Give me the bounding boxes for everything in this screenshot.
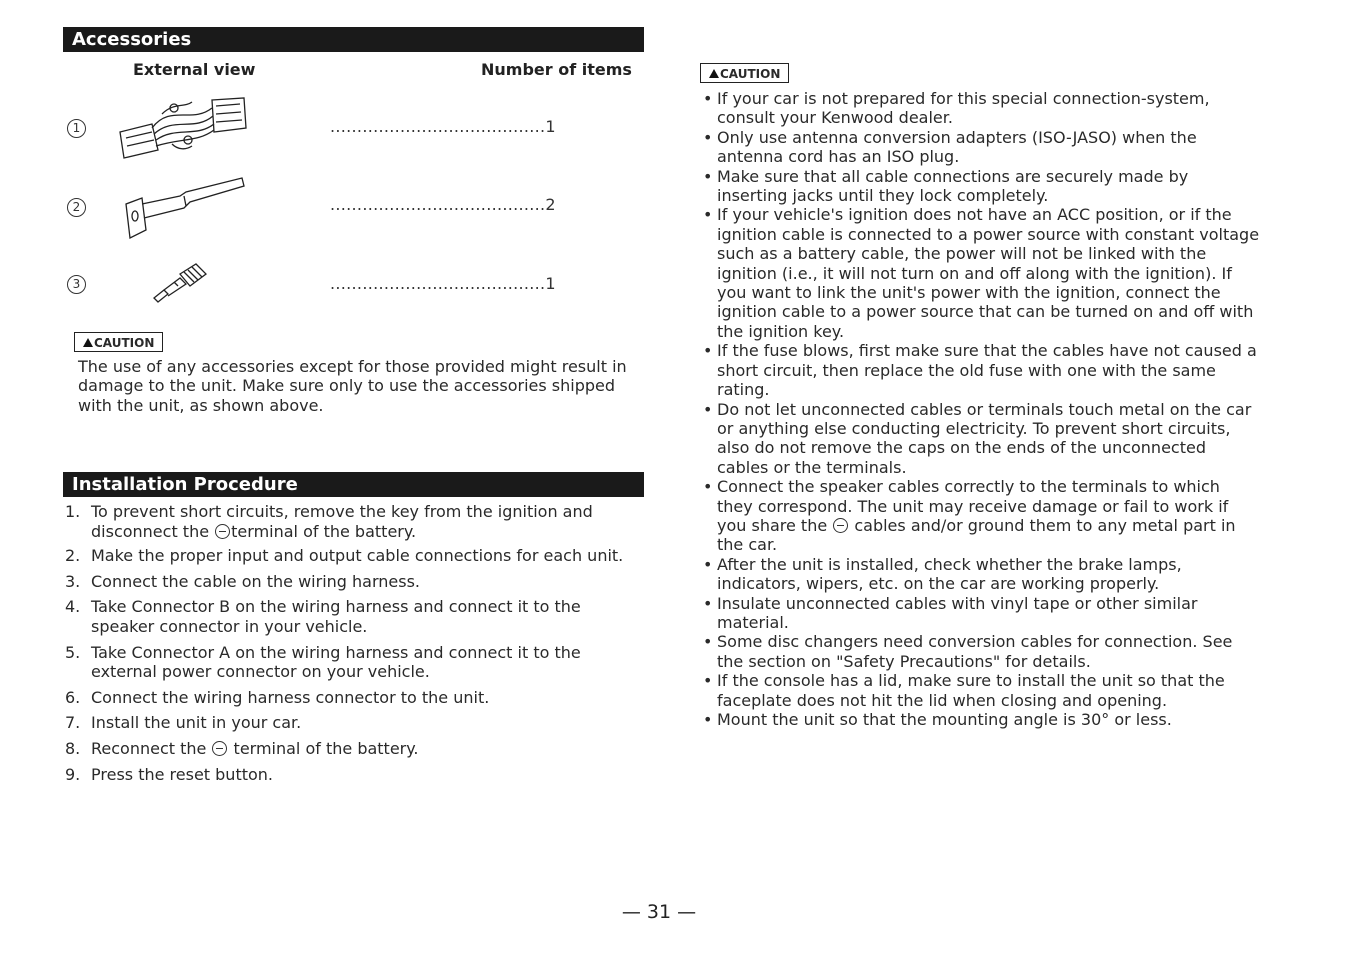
installation-caution-label: CAUTION [700, 63, 789, 83]
minus-terminal-icon [212, 741, 227, 756]
accessories-caution-text: The use of any accessories except for those provided might result in damage to the unit. Make sure only to use the accessories shipped with the unit, as shown above. [78, 357, 627, 415]
caution-bullet: • If your car is not prepared for this special connection-system, consult your Kenwood dealer. [700, 89, 1260, 128]
step-item: 9. Press the reset button. [65, 764, 274, 784]
caution-bullet: • Do not let unconnected cables or terminals touch metal on the car or anything else conducting electricity. To prevent short circuits, also do not remove the caps on the ends of the unconnected cables or the terminals. [700, 400, 1260, 478]
caution-bullet: • If the fuse blows, first make sure that the cables have not caused a short circuit, then replace the old fuse with one with the same rating. [700, 341, 1260, 399]
warning-triangle-icon [709, 69, 719, 78]
caution-bullet: • Connect the speaker cables correctly to the terminals to which they correspond. The unit may receive damage or fail to work if you share the cables and/or ground them to any metal part in the car. [700, 477, 1260, 555]
step-item: 4. Take Connector B on the wiring harness and connect it to the speaker connector in your vehicle. [65, 597, 581, 636]
step-item: 3. Connect the cable on the wiring harness. [65, 571, 420, 591]
caution-bullet: • Some disc changers need conversion cables for connection. See the section on "Safety Precautions" for details. [700, 632, 1260, 671]
accessories-heading: Accessories [63, 27, 644, 52]
item-number-1: 1 [67, 119, 86, 138]
antenna-adapter-icon [150, 260, 214, 304]
step-item: 1. To prevent short circuits, remove the key from the ignition and disconnect the terminal of the battery. [65, 502, 593, 541]
external-view-header: External view [133, 60, 256, 79]
caution-bullet: • If the console has a lid, make sure to install the unit so that the faceplate does not hit the lid when closing and opening. [700, 671, 1260, 710]
caution-bullet: • Make sure that all cable connections are securely made by inserting jacks until they lock completely. [700, 167, 1260, 206]
minus-terminal-icon [833, 518, 848, 533]
minus-terminal-icon [215, 524, 230, 539]
caution-bullet-list [700, 89, 1260, 729]
item-number-2: 2 [67, 198, 86, 217]
item-number-3: 3 [67, 275, 86, 294]
removal-key-icon [120, 174, 250, 244]
installation-steps [63, 502, 643, 784]
item-1-count: ........................................1 [330, 117, 556, 136]
caution-bullet: • If your vehicle's ignition does not have an ACC position, or if the ignition cable is connected to a power source with constant voltage such as a battery cable, the power will not be linked with the ignition (i.e., it will not turn on and off along with the ignition). If you want to link the unit's power with the ignition, connect the ignition cable to a power source that can be turned on and off with the ignition key. [700, 205, 1260, 341]
step-item: 6. Connect the wiring harness connector to the unit. [65, 687, 490, 707]
item-2-count: ........................................2 [330, 195, 556, 214]
wiring-harness-icon [112, 94, 252, 160]
page-number: — 31 — [621, 901, 697, 923]
step-item: 2. Make the proper input and output cable connections for each unit. [65, 546, 624, 566]
step-item: 8. Reconnect the terminal of the battery. [65, 738, 419, 758]
warning-triangle-icon [83, 338, 93, 347]
installation-heading: Installation Procedure [63, 472, 644, 497]
caution-bullet: • Mount the unit so that the mounting angle is 30° or less. [700, 710, 1260, 729]
accessories-caution-label: CAUTION [74, 332, 163, 352]
caution-bullet: • Only use antenna conversion adapters (ISO-JASO) when the antenna cord has an ISO plug. [700, 128, 1260, 167]
caution-bullet: • Insulate unconnected cables with vinyl tape or other similar material. [700, 594, 1260, 633]
number-of-items-header: Number of items [481, 60, 632, 79]
item-3-count: ........................................1 [330, 274, 556, 293]
step-item: 7. Install the unit in your car. [65, 713, 302, 733]
caution-bullet: • After the unit is installed, check whether the brake lamps, indicators, wipers, etc. on the car are working properly. [700, 555, 1260, 594]
step-item: 5. Take Connector A on the wiring harness and connect it to the external power connector on your vehicle. [65, 642, 581, 682]
